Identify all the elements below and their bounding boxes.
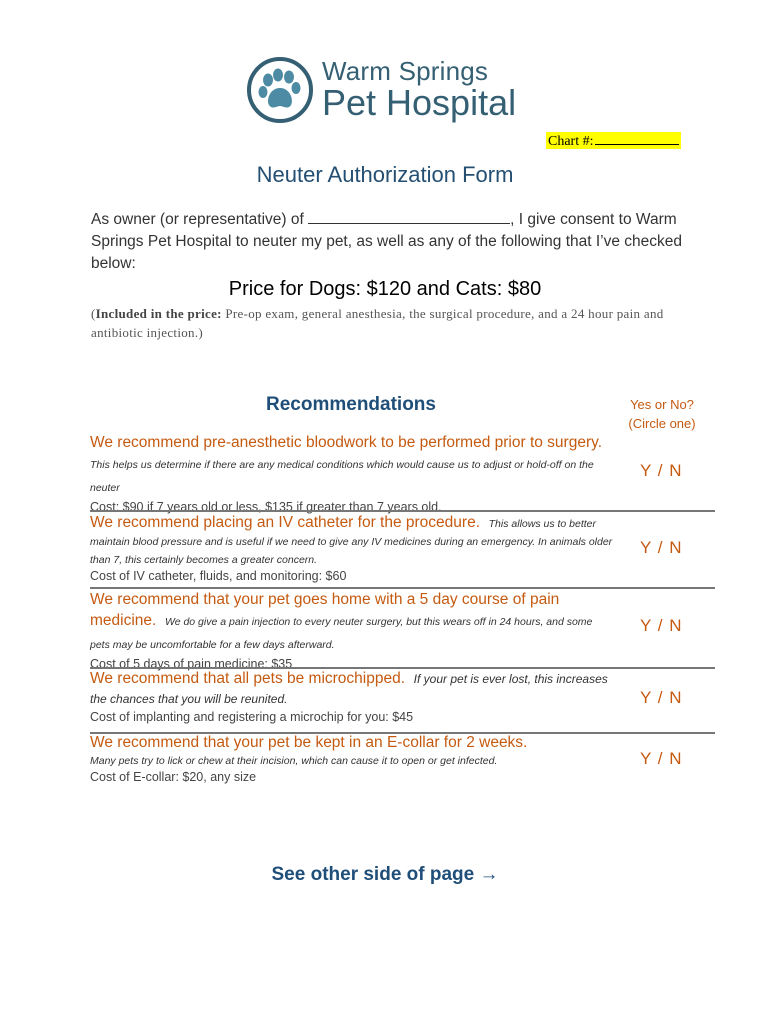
recommendation-note: We do give a pain injection to every neuter surgery, but this wears off in 24 hours, and some pets may be uncomfortable for a few days afterward. [90,616,593,651]
included-label: Included in the price: [95,306,222,321]
yes-no-question: Yes or No? [630,397,694,412]
included-note [91,304,691,342]
recommendation-title: We recommend pre-anesthetic bloodwork to be performed prior to surgery. [90,434,603,451]
recommendation-title: We recommend that your pet be kept in an E-collar for 2 weeks. [90,734,528,751]
included-open-paren: ( [91,306,96,321]
form-title: Neuter Authorization Form [256,162,514,187]
recommendation-note: This helps us determine if there are any medical conditions which would cause us to adjust or hold-off on the neuter [90,459,594,494]
recommendation-title: We recommend that all pets be microchipped. [90,670,406,687]
recommendation-pain-medicine [90,589,610,673]
yes-no-header [612,395,712,433]
recommendation-note: Many pets try to lick or chew at their incision, which can cause it to open or get infected. [90,755,498,767]
price-heading: Price for Dogs: $120 and Cats: $80 [228,278,542,300]
consent-text-start: As owner (or representative) of [91,211,304,228]
recommendation-note: If your pet is ever lost, this increases the chances that you will be reunited. [90,672,608,706]
row-divider [90,510,715,512]
recommendations-heading: Recommendations [266,394,436,415]
recommendation-iv-catheter [90,514,615,585]
recommendation-microchip [90,669,610,726]
recommendation-cost: Cost of E-collar: $20, any size [90,770,257,784]
yes-no-choice-microchip[interactable]: Y / N [640,688,683,707]
circle-one-note: (Circle one) [628,416,696,431]
logo-line1: Warm Springs [322,56,489,86]
chart-number-label: Chart #: [548,134,594,149]
recommendation-cost: Cost of IV catheter, fluids, and monitoring: $60 [90,569,347,583]
pet-name-blank[interactable] [308,209,510,224]
consent-paragraph [91,209,691,275]
recommendation-cost: Cost of 5 days of pain medicine: $35 [90,657,293,671]
recommendation-cost: Cost: $90 if 7 years old or less, $135 if greater than 7 years old. [90,500,442,514]
chart-number-blank[interactable] [595,132,679,145]
yes-no-choice-bloodwork[interactable]: Y / N [640,461,683,480]
recommendation-note: This allows us to better maintain blood pressure and is useful if we need to give any IV medicines during an emergency. In animals older than 7, this certainly becomes a greater concern. [90,518,613,566]
chart-number-field[interactable] [546,132,681,149]
recommendation-title: We recommend that your pet goes home with a 5 day course of pain medicine. [90,591,560,629]
included-text: Pre-op exam, general anesthesia, the surgical procedure, and a 24 hour pain and antibiotic injection.) [91,306,664,340]
recommendation-e-collar [90,732,610,786]
paw-print-icon [246,56,314,124]
recommendation-title: We recommend placing an IV catheter for the procedure. [90,514,481,531]
recommendation-cost: Cost of implanting and registering a microchip for you: $45 [90,710,414,724]
hospital-logo [246,52,546,128]
logo-line2: Pet Hospital [322,82,517,123]
yes-no-choice-e-collar[interactable]: Y / N [640,749,683,768]
consent-text-end: , I give consent to Warm Springs Pet Hospital to neuter my pet, as well as any of the following that I’ve checked below: [91,211,683,272]
see-other-side-note: See other side of page → [271,864,499,885]
yes-no-choice-iv-catheter[interactable]: Y / N [640,538,683,557]
recommendation-bloodwork [90,432,620,516]
yes-no-choice-pain-medicine[interactable]: Y / N [640,616,683,635]
